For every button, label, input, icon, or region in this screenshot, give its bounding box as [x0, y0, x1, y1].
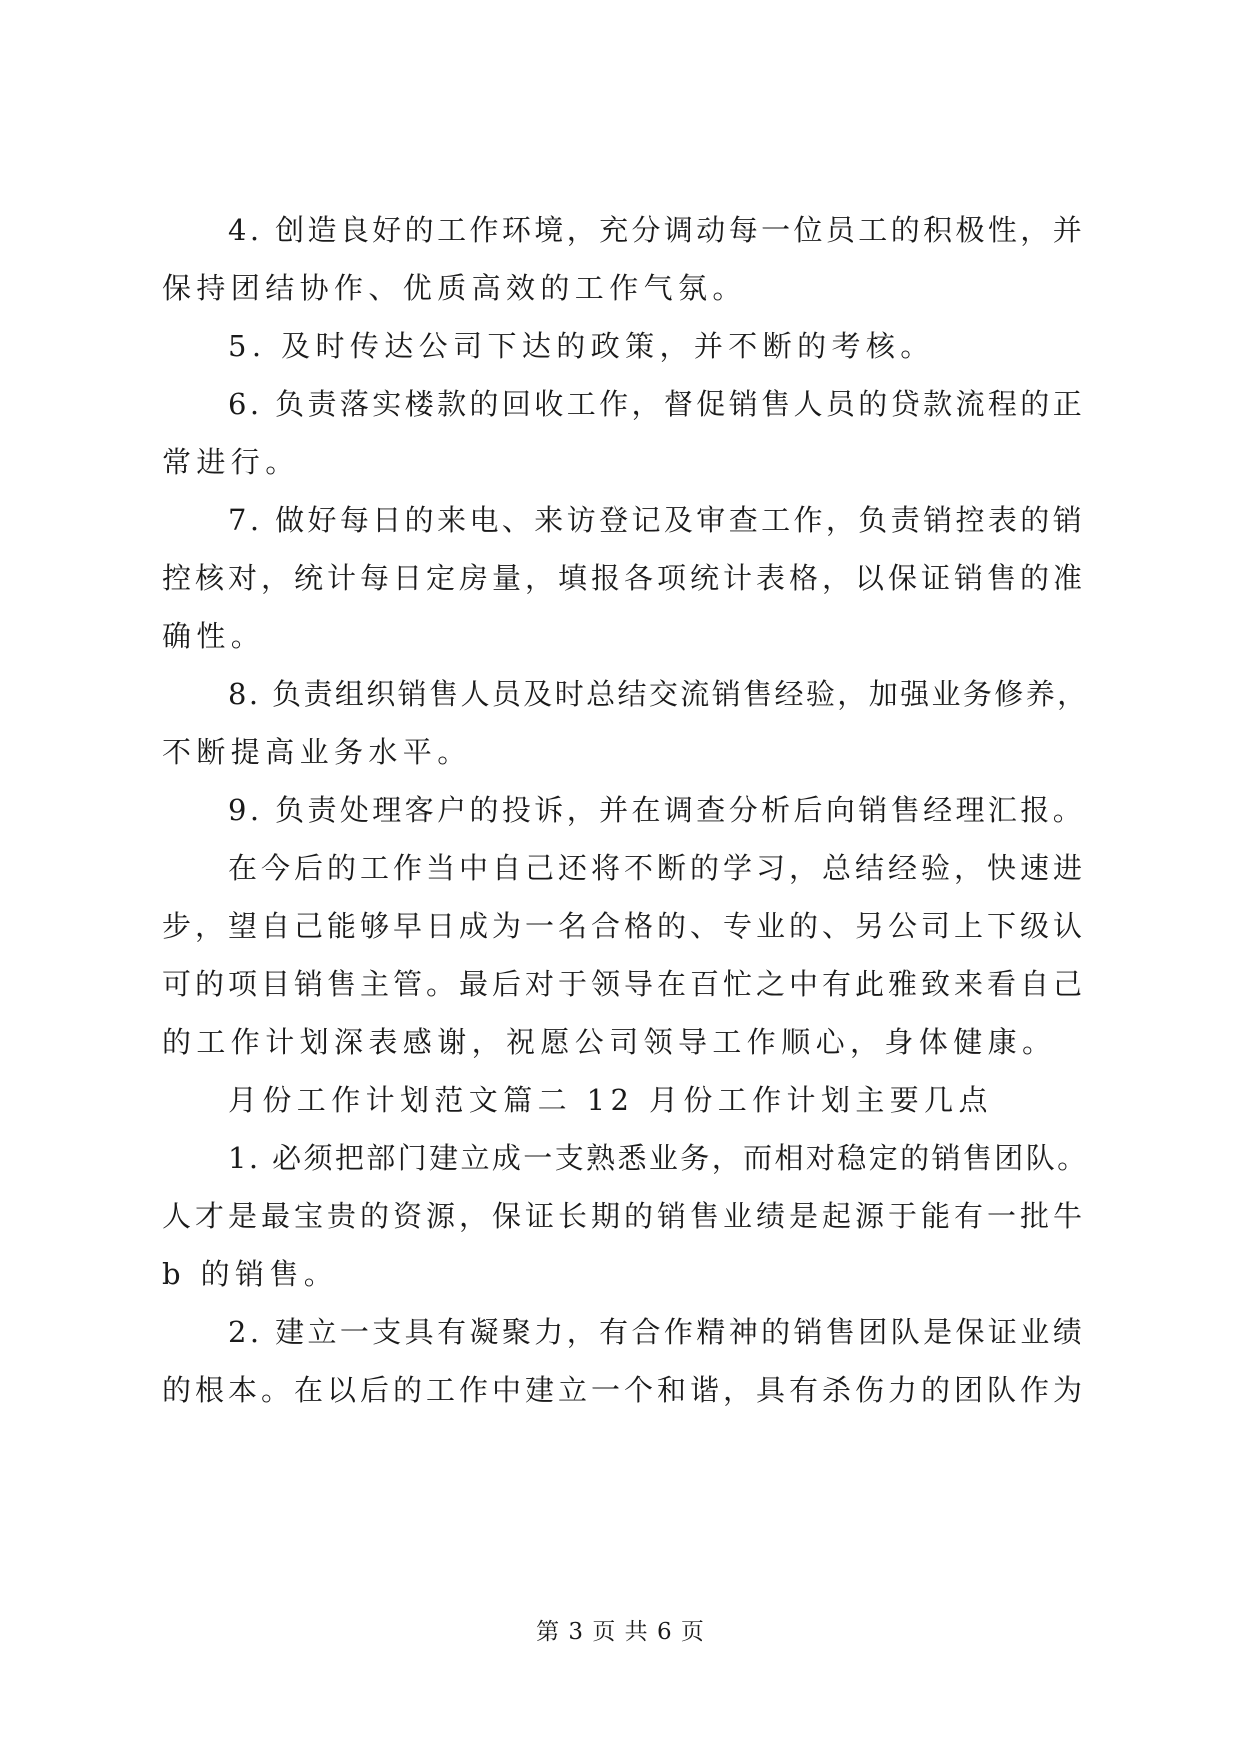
text-line: b 的销售。	[162, 1257, 339, 1291]
text-line: 控核对，统计每日定房量，填报各项统计表格，以保证销售的准	[162, 561, 1087, 595]
text-line: 8. 负责组织销售人员及时总结交流销售经验，加强业务修养，	[228, 677, 1089, 711]
text-line: 4. 创造良好的工作环境，充分调动每一位员工的积极性，并	[228, 213, 1086, 247]
text-line: 不断提高业务水平。	[162, 735, 472, 769]
page-number-footer: 第 3 页 共 6 页	[536, 1619, 705, 1645]
text-line: 7. 做好每日的来电、来访登记及审查工作，负责销控表的销	[228, 503, 1086, 537]
text-line: 常进行。	[162, 445, 300, 479]
text-line: 月份工作计划范文篇二 12 月份工作计划主要几点	[228, 1083, 993, 1117]
text-line: 保持团结协作、优质高效的工作气氛。	[162, 271, 747, 305]
text-line: 6. 负责落实楼款的回收工作，督促销售人员的贷款流程的正	[228, 387, 1086, 421]
text-line: 步，望自己能够早日成为一名合格的、专业的、另公司上下级认	[162, 909, 1087, 943]
text-line: 2. 建立一支具有凝聚力，有合作精神的销售团队是保证业绩	[228, 1315, 1086, 1349]
text-line: 9. 负责处理客户的投诉，并在调查分析后向销售经理汇报。	[228, 793, 1086, 827]
text-line: 人才是最宝贵的资源，保证长期的销售业绩是起源于能有一批牛	[162, 1199, 1087, 1233]
text-line: 5. 及时传达公司下达的政策，并不断的考核。	[228, 329, 935, 363]
text-line: 确性。	[162, 619, 266, 653]
text-line: 1. 必须把部门建立成一支熟悉业务，而相对稳定的销售团队。	[228, 1141, 1089, 1175]
text-line: 的根本。在以后的工作中建立一个和谐，具有杀伤力的团队作为	[162, 1373, 1087, 1407]
text-line: 可的项目销售主管。最后对于领导在百忙之中有此雅致来看自己	[162, 967, 1087, 1001]
text-line: 的工作计划深表感谢，祝愿公司领导工作顺心，身体健康。	[162, 1025, 1057, 1059]
text-line: 在今后的工作当中自己还将不断的学习，总结经验，快速进	[228, 851, 1087, 885]
